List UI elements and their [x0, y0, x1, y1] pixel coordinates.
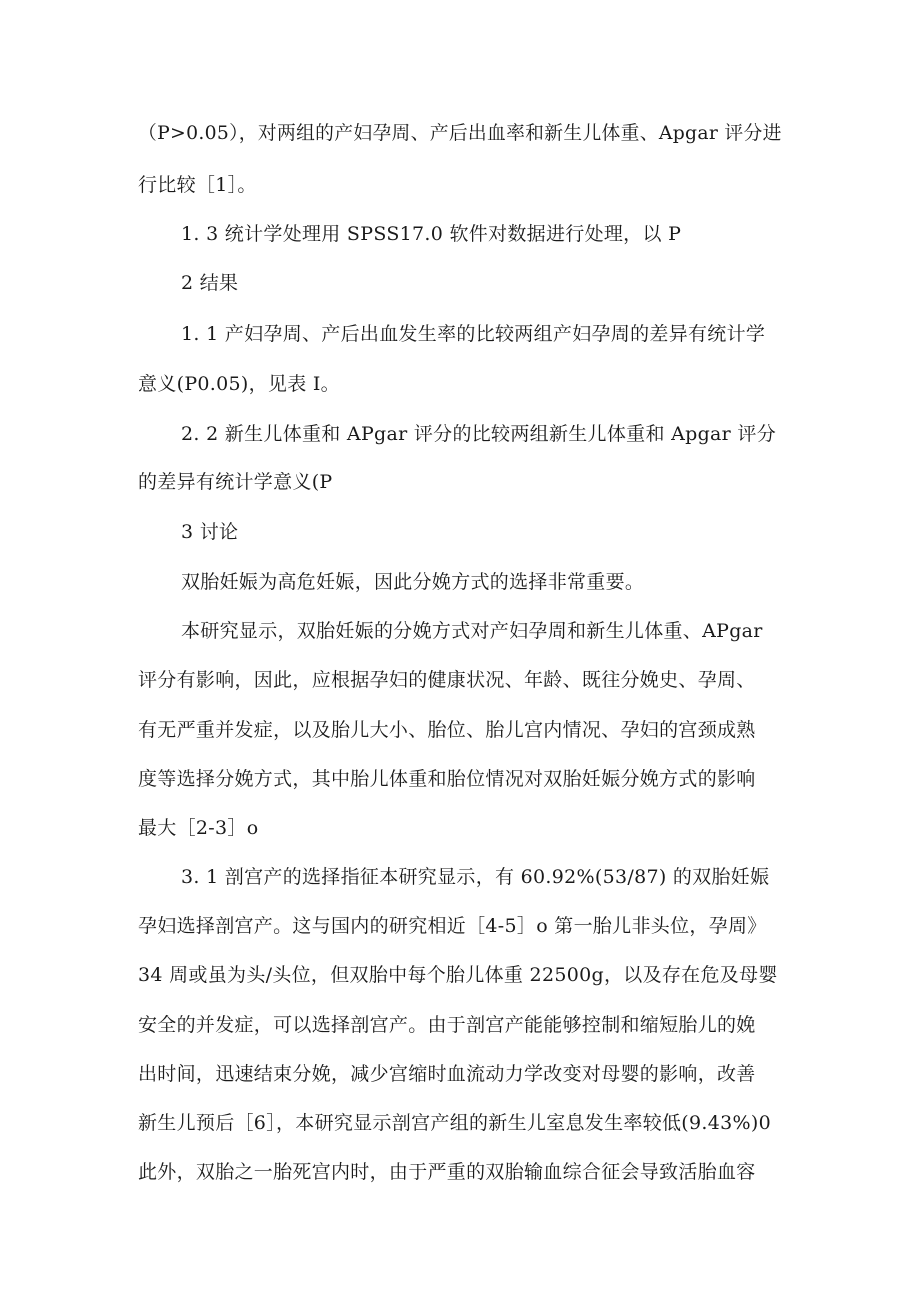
text-line: 的差异有统计学意义(P [138, 471, 333, 493]
text-line: 双胎妊娠为高危妊娠，因此分娩方式的选择非常重要。 [181, 571, 645, 593]
text-line: 3. 1 剖宫产的选择指征本研究显示，有 60.92%(53/87) 的双胎妊娠 [181, 866, 770, 888]
text-line: 有无严重并发症，以及胎儿大小、胎位、胎儿宫内情况、孕妇的宫颈成熟 [138, 719, 756, 741]
text-line: 安全的并发症，可以选择剖宫产。由于剖宫产能能够控制和缩短胎儿的娩 [138, 1014, 756, 1036]
text-line: 新生儿预后［6］，本研究显示剖宫产组的新生儿室息发生率较低(9.43%)0 [138, 1112, 771, 1134]
text-line: 2. 2 新生儿体重和 APgar 评分的比较两组新生儿体重和 Apgar 评分 [181, 423, 776, 445]
text-line: （P>0.05），对两组的产妇孕周、产后出血率和新生儿体重、Apgar 评分进 [138, 122, 782, 144]
text-line: 出时间，迅速结束分娩，减少宫缩时血流动力学改变对母婴的影响，改善 [138, 1063, 756, 1085]
text-line: 1. 3 统计学处理用 SPSS17.0 软件对数据进行处理，以 P [181, 223, 682, 245]
text-line: 意义(P0.05)，见表 I。 [138, 373, 340, 395]
text-line: 孕妇选择剖宫产。这与国内的研究相近［4-5］o 第一胎儿非头位，孕周》 [138, 915, 767, 937]
text-line: 评分有影响，因此，应根据孕妇的健康状况、年龄、既往分娩史、孕周、 [138, 669, 756, 691]
text-line: 行比较［1］。 [138, 174, 257, 196]
text-line: 最大［2-3］o [138, 817, 259, 839]
section-heading: 2 结果 [181, 272, 239, 294]
text-line: 1. 1 产妇孕周、产后出血发生率的比较两组产妇孕周的差异有统计学 [181, 323, 766, 345]
text-line: 度等选择分娩方式，其中胎儿体重和胎位情况对双胎妊娠分娩方式的影响 [138, 768, 756, 790]
text-line: 此外，双胎之一胎死宫内时，由于严重的双胎输血综合征会导致活胎血容 [138, 1161, 756, 1183]
section-heading: 3 讨论 [181, 521, 239, 543]
text-line: 34 周或虽为头/头位，但双胎中每个胎儿体重 22500g，以及存在危及母婴 [138, 964, 778, 986]
text-line: 本研究显示，双胎妊娠的分娩方式对产妇孕周和新生儿体重、APgar [181, 620, 763, 642]
